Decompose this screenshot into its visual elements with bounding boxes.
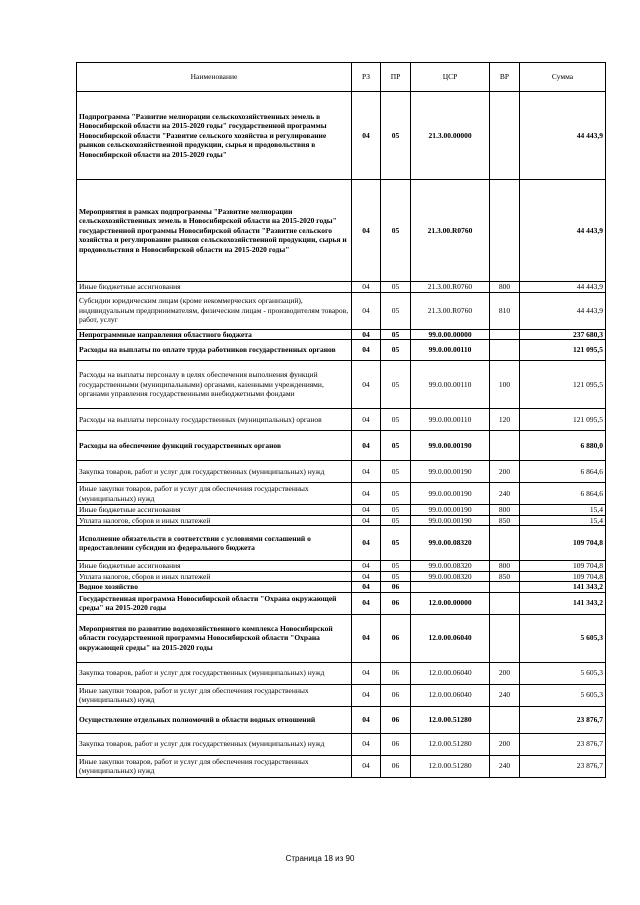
cell-name: Субсидии юридическим лицам (кроме некоммерческих организаций), индивидуальным предпринимателям, физическим лицам - производителям товаров, работ, услуг bbox=[77, 292, 352, 329]
cell-sum: 23 876,7 bbox=[520, 755, 606, 777]
cell-rz: 04 bbox=[352, 733, 381, 755]
cell-name: Исполнение обязательств в соответствии с условиями соглашений о предоставлении субсидии из федерального бюджета bbox=[77, 526, 352, 561]
cell-name: Иные закупки товаров, работ и услуг для обеспечения государственных (муниципальных) нужд bbox=[77, 483, 352, 505]
cell-vr bbox=[490, 92, 520, 180]
table-row bbox=[77, 505, 606, 516]
cell-sum: 121 095,5 bbox=[520, 409, 606, 431]
cell-pr: 05 bbox=[381, 561, 411, 572]
cell-csr: 99.0.00.00110 bbox=[411, 361, 490, 409]
table-row bbox=[77, 180, 606, 282]
cell-pr: 05 bbox=[381, 361, 411, 409]
cell-name: Мероприятия по развитию водохозяйственного комплекса Новосибирской области государственной программы Новосибирской области "Охрана окружающей среды" на 2015-2020 годы bbox=[77, 614, 352, 662]
cell-pr: 05 bbox=[381, 329, 411, 340]
cell-vr: 240 bbox=[490, 755, 520, 777]
cell-rz: 04 bbox=[352, 684, 381, 706]
cell-vr: 240 bbox=[490, 483, 520, 505]
table-row bbox=[77, 92, 606, 180]
cell-rz: 04 bbox=[352, 571, 381, 582]
cell-pr: 05 bbox=[381, 571, 411, 582]
cell-pr: 06 bbox=[381, 706, 411, 733]
cell-vr: 240 bbox=[490, 684, 520, 706]
cell-csr: 21.3.00.00000 bbox=[411, 92, 490, 180]
table-row bbox=[77, 483, 606, 505]
table-row bbox=[77, 733, 606, 755]
cell-csr: 12.0.00.06040 bbox=[411, 662, 490, 684]
cell-pr: 05 bbox=[381, 292, 411, 329]
cell-rz: 04 bbox=[352, 515, 381, 526]
cell-vr bbox=[490, 582, 520, 593]
cell-vr: 810 bbox=[490, 292, 520, 329]
cell-sum: 23 876,7 bbox=[520, 706, 606, 733]
cell-rz: 04 bbox=[352, 483, 381, 505]
cell-sum: 44 443,9 bbox=[520, 292, 606, 329]
cell-sum: 44 443,9 bbox=[520, 180, 606, 282]
table-row bbox=[77, 755, 606, 777]
cell-name: Уплата налогов, сборов и иных платежей bbox=[77, 515, 352, 526]
table-row bbox=[77, 515, 606, 526]
cell-name: Иные бюджетные ассигнования bbox=[77, 282, 352, 293]
cell-rz: 04 bbox=[352, 755, 381, 777]
cell-pr: 06 bbox=[381, 582, 411, 593]
cell-vr bbox=[490, 706, 520, 733]
cell-sum: 44 443,9 bbox=[520, 282, 606, 293]
cell-pr: 05 bbox=[381, 282, 411, 293]
cell-vr: 800 bbox=[490, 505, 520, 516]
cell-csr: 99.0.00.00190 bbox=[411, 483, 490, 505]
cell-csr: 12.0.00.00000 bbox=[411, 592, 490, 614]
table-row bbox=[77, 361, 606, 409]
cell-csr: 99.0.00.00190 bbox=[411, 515, 490, 526]
table-row bbox=[77, 571, 606, 582]
cell-rz: 04 bbox=[352, 340, 381, 361]
table-row bbox=[77, 340, 606, 361]
cell-sum: 23 876,7 bbox=[520, 733, 606, 755]
cell-name: Иные закупки товаров, работ и услуг для обеспечения государственных (муниципальных) нужд bbox=[77, 755, 352, 777]
cell-name: Иные закупки товаров, работ и услуг для обеспечения государственных (муниципальных) нужд bbox=[77, 684, 352, 706]
cell-sum: 5 605,3 bbox=[520, 662, 606, 684]
cell-vr bbox=[490, 329, 520, 340]
table-row bbox=[77, 329, 606, 340]
cell-pr: 06 bbox=[381, 733, 411, 755]
cell-vr: 850 bbox=[490, 571, 520, 582]
cell-name: Закупка товаров, работ и услуг для государственных (муниципальных) нужд bbox=[77, 733, 352, 755]
cell-rz: 04 bbox=[352, 180, 381, 282]
cell-vr bbox=[490, 614, 520, 662]
cell-vr: 800 bbox=[490, 282, 520, 293]
cell-csr: 99.0.00.08320 bbox=[411, 571, 490, 582]
table-row bbox=[77, 282, 606, 293]
cell-pr: 05 bbox=[381, 180, 411, 282]
cell-pr: 06 bbox=[381, 755, 411, 777]
cell-csr: 21.3.00.R0760 bbox=[411, 180, 490, 282]
cell-csr: 99.0.00.00190 bbox=[411, 505, 490, 516]
table-row bbox=[77, 582, 606, 593]
cell-name: Государственная программа Новосибирской области "Охрана окружающей среды" на 2015-2020 годы bbox=[77, 592, 352, 614]
header-name: Наименование bbox=[77, 63, 352, 92]
cell-pr: 06 bbox=[381, 592, 411, 614]
page-number: Страница 18 из 90 bbox=[285, 854, 355, 863]
cell-vr: 800 bbox=[490, 561, 520, 572]
cell-rz: 04 bbox=[352, 431, 381, 461]
cell-name: Расходы на выплаты персоналу в целях обеспечения выполнения функций государственными (муниципальными) органами, казенными учреждениями, органами управления государственными внебюджетными фондами bbox=[77, 361, 352, 409]
table-row bbox=[77, 614, 606, 662]
cell-pr: 05 bbox=[381, 461, 411, 483]
cell-sum: 121 095,5 bbox=[520, 340, 606, 361]
cell-name: Уплата налогов, сборов и иных платежей bbox=[77, 571, 352, 582]
cell-csr: 99.0.00.08320 bbox=[411, 526, 490, 561]
cell-sum: 6 864,6 bbox=[520, 483, 606, 505]
cell-sum: 121 095,5 bbox=[520, 361, 606, 409]
cell-rz: 04 bbox=[352, 614, 381, 662]
cell-name: Расходы на обеспечение функций государственных органов bbox=[77, 431, 352, 461]
table-row bbox=[77, 292, 606, 329]
cell-pr: 06 bbox=[381, 614, 411, 662]
cell-sum: 6 880,0 bbox=[520, 431, 606, 461]
cell-name: Иные бюджетные ассигнования bbox=[77, 505, 352, 516]
table-row bbox=[77, 684, 606, 706]
cell-vr: 200 bbox=[490, 461, 520, 483]
table-row bbox=[77, 706, 606, 733]
cell-sum: 5 605,3 bbox=[520, 684, 606, 706]
cell-sum: 5 605,3 bbox=[520, 614, 606, 662]
cell-name: Водное хозяйство bbox=[77, 582, 352, 593]
cell-csr: 12.0.00.51280 bbox=[411, 755, 490, 777]
header-vr: ВР bbox=[490, 63, 520, 92]
cell-sum: 141 343,2 bbox=[520, 592, 606, 614]
cell-sum: 44 443,9 bbox=[520, 92, 606, 180]
cell-vr bbox=[490, 340, 520, 361]
cell-pr: 06 bbox=[381, 662, 411, 684]
table-row bbox=[77, 431, 606, 461]
table-header-row bbox=[77, 63, 606, 92]
cell-csr: 99.0.00.00000 bbox=[411, 329, 490, 340]
cell-pr: 06 bbox=[381, 684, 411, 706]
cell-sum: 141 343,2 bbox=[520, 582, 606, 593]
cell-vr: 850 bbox=[490, 515, 520, 526]
cell-pr: 05 bbox=[381, 515, 411, 526]
cell-name: Расходы на выплаты по оплате труда работников государственных органов bbox=[77, 340, 352, 361]
cell-sum: 109 704,8 bbox=[520, 526, 606, 561]
cell-pr: 05 bbox=[381, 483, 411, 505]
cell-vr: 120 bbox=[490, 409, 520, 431]
cell-name: Расходы на выплаты персоналу государственных (муниципальных) органов bbox=[77, 409, 352, 431]
cell-pr: 05 bbox=[381, 431, 411, 461]
header-pr: ПР bbox=[381, 63, 411, 92]
cell-csr: 12.0.00.06040 bbox=[411, 614, 490, 662]
cell-pr: 05 bbox=[381, 505, 411, 516]
cell-sum: 15,4 bbox=[520, 505, 606, 516]
cell-name: Закупка товаров, работ и услуг для государственных (муниципальных) нужд bbox=[77, 662, 352, 684]
cell-vr: 200 bbox=[490, 662, 520, 684]
cell-csr: 99.0.00.08320 bbox=[411, 561, 490, 572]
cell-sum: 109 704,8 bbox=[520, 571, 606, 582]
cell-sum: 6 864,6 bbox=[520, 461, 606, 483]
cell-rz: 04 bbox=[352, 92, 381, 180]
table-row bbox=[77, 461, 606, 483]
cell-pr: 05 bbox=[381, 526, 411, 561]
cell-rz: 04 bbox=[352, 329, 381, 340]
cell-csr: 99.0.00.00190 bbox=[411, 461, 490, 483]
cell-csr: 21.3.00.R0760 bbox=[411, 282, 490, 293]
cell-rz: 04 bbox=[352, 526, 381, 561]
cell-rz: 04 bbox=[352, 292, 381, 329]
cell-vr bbox=[490, 526, 520, 561]
cell-rz: 04 bbox=[352, 361, 381, 409]
cell-csr: 99.0.00.00110 bbox=[411, 340, 490, 361]
cell-rz: 04 bbox=[352, 561, 381, 572]
cell-rz: 04 bbox=[352, 706, 381, 733]
cell-csr: 99.0.00.00110 bbox=[411, 409, 490, 431]
cell-rz: 04 bbox=[352, 409, 381, 431]
cell-csr: 12.0.00.51280 bbox=[411, 706, 490, 733]
cell-rz: 04 bbox=[352, 662, 381, 684]
table-row bbox=[77, 409, 606, 431]
cell-sum: 109 704,8 bbox=[520, 561, 606, 572]
cell-name: Закупка товаров, работ и услуг для государственных (муниципальных) нужд bbox=[77, 461, 352, 483]
cell-rz: 04 bbox=[352, 505, 381, 516]
cell-csr: 12.0.00.06040 bbox=[411, 684, 490, 706]
cell-name: Подпрограмма "Развитие мелиорации сельскохозяйственных земель в Новосибирской области на 2015-2020 годы" государственной программы Новосибирской области "Развитие сельского хозяйства и регулирование рынков сельскохозяйственной продукции, сырья и продовольствия в Новосибирской области на 2015-2020 годы" bbox=[77, 92, 352, 180]
cell-csr: 12.0.00.51280 bbox=[411, 733, 490, 755]
header-rz: РЗ bbox=[352, 63, 381, 92]
cell-name: Непрограммные направления областного бюджета bbox=[77, 329, 352, 340]
cell-sum: 237 680,3 bbox=[520, 329, 606, 340]
cell-name: Иные бюджетные ассигнования bbox=[77, 561, 352, 572]
cell-csr: 21.3.00.R0760 bbox=[411, 292, 490, 329]
cell-csr: 99.0.00.00190 bbox=[411, 431, 490, 461]
cell-name: Осуществление отдельных полномочий в области водных отношений bbox=[77, 706, 352, 733]
header-sum: Сумма bbox=[520, 63, 606, 92]
budget-table bbox=[76, 62, 606, 778]
table-row bbox=[77, 662, 606, 684]
cell-vr: 200 bbox=[490, 733, 520, 755]
cell-pr: 05 bbox=[381, 340, 411, 361]
table-row bbox=[77, 561, 606, 572]
cell-sum: 15,4 bbox=[520, 515, 606, 526]
header-csr: ЦСР bbox=[411, 63, 490, 92]
cell-pr: 05 bbox=[381, 92, 411, 180]
cell-csr bbox=[411, 582, 490, 593]
cell-rz: 04 bbox=[352, 461, 381, 483]
cell-vr bbox=[490, 592, 520, 614]
table-body bbox=[77, 92, 606, 778]
cell-vr: 100 bbox=[490, 361, 520, 409]
cell-rz: 04 bbox=[352, 592, 381, 614]
cell-vr bbox=[490, 180, 520, 282]
cell-name: Мероприятия в рамках подпрограммы "Развитие мелиорации сельскохозяйственных земель в Новосибирской области на 2015-2020 годы" государственной программы Новосибирской области "Развитие сельского хозяйства и регулирование рынков сельскохозяйственной продукции, сырья и продовольствия в Новосибирской области на 2015-2020 годы" bbox=[77, 180, 352, 282]
cell-pr: 05 bbox=[381, 409, 411, 431]
table-row bbox=[77, 592, 606, 614]
cell-rz: 04 bbox=[352, 582, 381, 593]
cell-rz: 04 bbox=[352, 282, 381, 293]
table-row bbox=[77, 526, 606, 561]
cell-vr bbox=[490, 431, 520, 461]
